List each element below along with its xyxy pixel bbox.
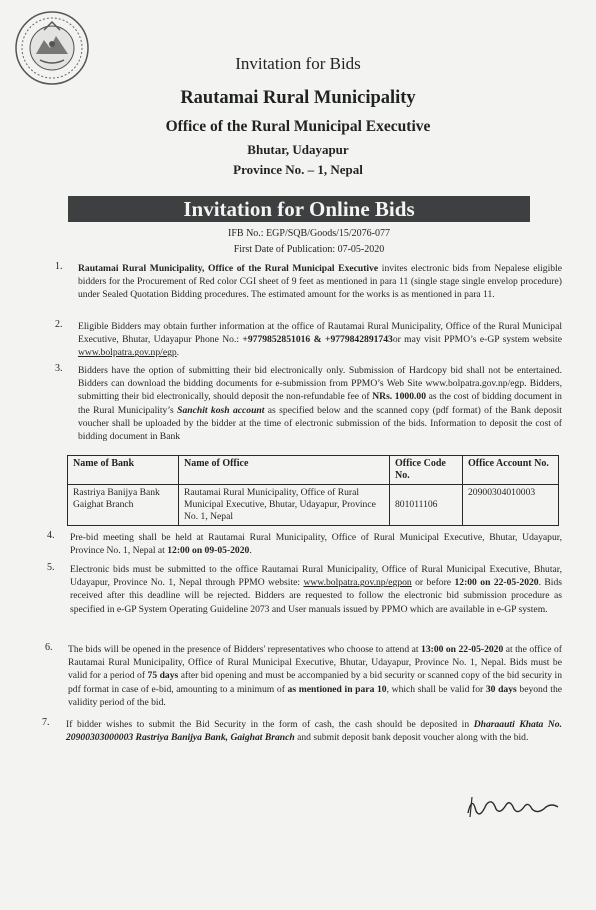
security-validity: 30 days bbox=[485, 683, 517, 695]
item-number: 6. bbox=[45, 642, 53, 653]
table-row bbox=[68, 485, 559, 526]
column-header: Office Account No. bbox=[463, 456, 559, 485]
item-3-text: Bidders have the option of submitting their bid electronically only. Submission of Hardcopy bid shall not be entertained. Bidders can download the bidding documents for e-submission from PPMO’s Web Site www.bolpatra.gov.np/egp. Bidders, submitting their bid electronically, should deposit the non-refundable fee of NRs. 1000.00 as the cost of bidding document in the Rural Municipality’s Sanchit kosh account as specified below and the scanned copy (pdf format) of the Bank deposit voucher shall be uploaded by the bidder at the time of electronic submission of the bids. Information to deposit the cost of bidding document in Bank bbox=[78, 365, 562, 443]
bank-name-cell: Rastriya Banijya Bank Gaighat Branch bbox=[68, 485, 179, 526]
office-name-cell: Rautamai Rural Municipality, Office of Rural Municipal Executive, Bhutar, Udayapur, Province No. 1, Nepal bbox=[179, 485, 390, 526]
procuring-entity: Rautamai Rural Municipality, Office of the Rural Municipal Executive bbox=[78, 263, 379, 274]
item-number: 7. bbox=[42, 717, 50, 728]
column-header: Office Code No. bbox=[390, 456, 463, 485]
submission-deadline: 12:00 on 22-05-2020 bbox=[454, 577, 539, 589]
bank-details-table bbox=[67, 455, 559, 526]
opening-time: 13:00 on 22-05-2020 bbox=[421, 644, 504, 655]
validity-days: 75 days bbox=[147, 670, 179, 682]
online-bids-banner: Invitation for Online Bids bbox=[68, 196, 530, 222]
province: Province No. – 1, Nepal bbox=[233, 162, 363, 177]
egp-link[interactable]: www.bolpatra.gov.np/egp bbox=[78, 347, 177, 359]
table-header-row bbox=[68, 456, 559, 485]
item-number: 5. bbox=[47, 562, 55, 573]
phone-numbers: +9779852851016 & +9779842891743 bbox=[242, 334, 393, 346]
item-number: 1. bbox=[55, 261, 63, 272]
office-name: Office of the Rural Municipal Executive bbox=[165, 118, 431, 135]
signature bbox=[462, 785, 562, 825]
item-1-text: Rautamai Rural Municipality, Office of the Rural Municipal Executive invites electronic bids from Nepalese eligible bidders for the Procurement of Red color CGI sheet of 9 feet as mentioned in para 11 (single stage single envelop procedure) under Sealed Quotation Bidding procedures. The estimated amount for the works is as mentioned in para 11. bbox=[78, 263, 562, 301]
egpon-link[interactable]: www.bolpatra.gov.np/egpon bbox=[303, 577, 412, 589]
municipality-name: Rautamai Rural Municipality bbox=[180, 88, 416, 108]
column-header: Name of Office bbox=[179, 456, 390, 485]
document-fee: NRs. 1000.00 bbox=[372, 391, 426, 403]
item-2-text: Eligible Bidders may obtain further information at the office of Rautamai Rural Municipality, Office of the Rural Municipal Executive, Bhutar, Udayapur Phone No.: +9779852851016 & +9779842891743or may visit PPMO’s e-GP system website www.bolpatra.gov.np/egp. bbox=[78, 321, 562, 359]
office-address: Bhutar, Udayapur bbox=[247, 142, 349, 157]
item-6-text: The bids will be opened in the presence of Bidders' representatives who choose to attend at 13:00 on 22-05-2020 at the office of Rautamai Rural Municipality, Office of Rural Municipal Executive, Bhutar, Udayapur, Province No. 1, Nepal. Bids must be valid for a period of 75 days after bid opening and must be accompanied by a bid security or scanned copy of the bid security in pdf format in case of e-bid, amounting to a minimum of as mentioned in para 10, which shall be valid for 30 days beyond the validity period of the bid. bbox=[68, 644, 563, 708]
office-code-cell: 801011106 bbox=[390, 485, 463, 526]
item-4-text: Pre-bid meeting shall be held at Rautamai Rural Municipality, Office of Rural Municipal Executive, Bhutar, Udayapur, Province No. 1, Nepal at 12:00 on 09-05-2020. bbox=[70, 532, 562, 557]
account-number-cell: 20900304010003 bbox=[463, 485, 559, 526]
deposit-account: Dharaauti Khata No. 20900303000003 Rastriya Banijya Bank, Gaighat Branch bbox=[66, 719, 562, 744]
ifb-number: IFB No.: EGP/SQB/Goods/15/2076-077 bbox=[228, 228, 390, 239]
item-5-text: Electronic bids must be submitted to the office Rautamai Rural Municipality, Office of Rural Municipal Executive, Bhutar, Udayapur, Province No. 1, Nepal through PPMO website: www.bolpatra.gov.np/egpon or before 12:00 on 22-05-2020. Bids received after this deadline will be rejected. Bidders are requested to follow the electronic bid submission procedure as specified in e-GP System Operating Guideline 2073 and User manuals issued by PPMO which are available in e-GP system. bbox=[70, 564, 563, 615]
item-number: 2. bbox=[55, 319, 63, 330]
item-number: 3. bbox=[55, 363, 63, 374]
pre-bid-time: 12:00 on 09-05-2020 bbox=[167, 545, 250, 557]
publication-date: First Date of Publication: 07-05-2020 bbox=[233, 244, 385, 255]
item-number: 4. bbox=[47, 530, 55, 541]
invitation-heading: Invitation for Bids bbox=[235, 54, 361, 73]
security-amount: as mentioned in para 10 bbox=[287, 683, 387, 695]
government-seal-logo bbox=[14, 10, 90, 86]
item-7-text: If bidder wishes to submit the Bid Security in the form of cash, the cash should be deposited in Dharaauti Khata No. 20900303000003 Rastriya Banijya Bank, Gaighat Branch and submit deposit bank deposit voucher along with the bid. bbox=[66, 719, 562, 744]
account-name: Sanchit kosh account bbox=[177, 404, 265, 416]
column-header: Name of Bank bbox=[68, 456, 179, 485]
